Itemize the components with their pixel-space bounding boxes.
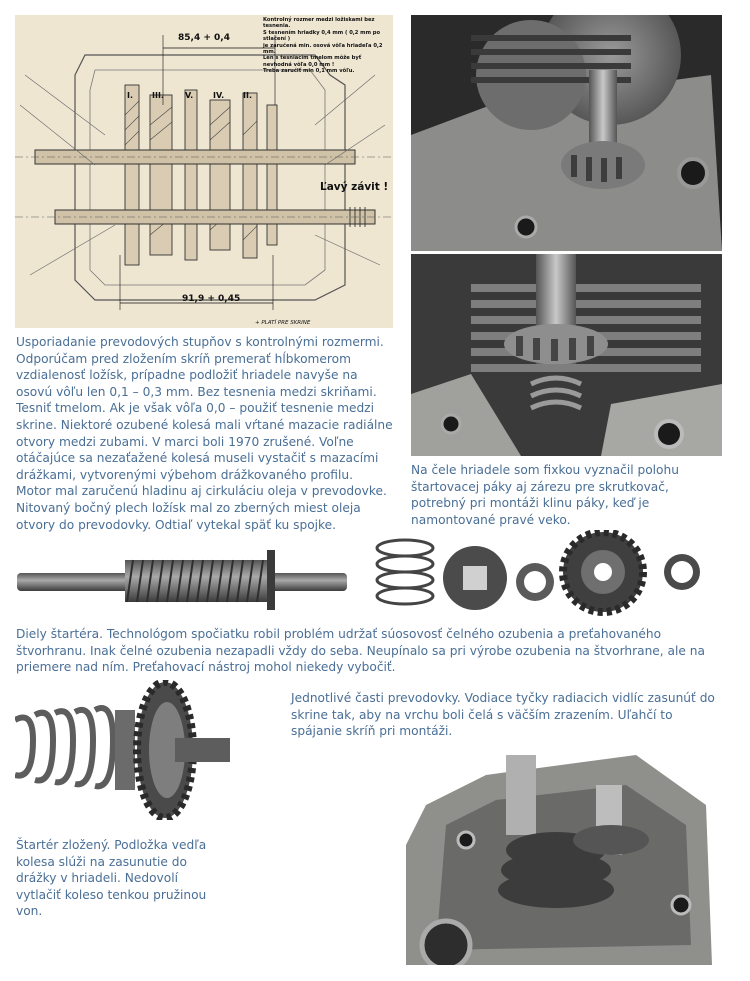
control-note-line: S tesnením hriadky 0,4 mm ( 0,2 mm po stlačení )	[263, 29, 381, 43]
gear-label: I.	[127, 91, 134, 100]
left-thread-label: Ľavý závit !	[320, 181, 389, 193]
control-note-line: Len s tesniacim tmelom môže byť nevhodná vôľa 0,0 mm !	[263, 55, 362, 68]
main-caption	[16, 334, 394, 533]
shaft-mark-caption: Na čele hriadele som fixkou vyznačil polohu štartovacej páky aj zárezu pre skrutkovač, potrebný pri montáži klinu páky, keď je namontované pravé veko.	[411, 463, 679, 527]
stamp-note: + PLATÍ PRE SKRINE	[255, 320, 311, 326]
photo-gearbox-assembly	[406, 745, 712, 965]
dimension-bottom: 91,9 + 0,45	[182, 294, 241, 304]
dimension-top: 85,4 + 0,4	[178, 33, 230, 43]
photo-shaft-mark	[411, 254, 722, 456]
control-note-line: je zaručená min. osová vôľa hriadeľa 0,2 mm.	[263, 42, 383, 56]
gear-label: IV.	[213, 91, 225, 100]
control-note-line: Kontrolný rozmer medzi ložiskami bez tesnenia.	[263, 17, 375, 30]
starter-parts-caption: Diely štartéra. Technológom spočiatku robil problém udržať súosovosť čelného ozubenia a preťahovaného štvorhranu. Inak čelné ozubenia nezapadli vždy do seba. Neupínalo sa pri výrobe ozubenia na štvorhrane, ale na priemere nad ním. Preťahovací nástroj mohol niekedy vybočiť.	[16, 627, 705, 675]
gear-label: III.	[152, 91, 164, 100]
photo-gearbox-top	[411, 15, 722, 251]
gear-label: V.	[185, 91, 194, 100]
photo-starter-assembled	[15, 680, 230, 820]
starter-assembled-caption: Štartér zložený. Podložka vedľa kolesa slúži na zasunutie do drážky v hriadeli. Nedovolí vytlačiť koleso tenkou pružinou von.	[16, 838, 207, 919]
gear-label: II.	[243, 91, 252, 100]
gearbox-technical-drawing	[15, 15, 393, 328]
main-caption-paragraph: Usporiadanie prevodových stupňov s kontrolnými rozmermi. Odporúčam pred zložením skríň premerať hĺbkomerom vzdialenosť ložísk, prípadne podložiť hriadele navyše na osovú vôľu len 0,1 – 0,3 mm. Bez tesnenia medzi skriňami. Tesniť tmelom. Ak je však vôľa 0,0 – použiť tesnenie medzi skrine. Niektoré ozubené kolesá mali vŕtané mazacie radiálne otvory medzi zubami. V marci boli 1970 zrušené. Voľne otáčajúce sa nezaťažené kolesá museli vystačiť s mazacími drážkami, vytvorenými výbehom drážkovaného profilu.	[16, 335, 393, 482]
gearbox-parts-caption: Jednotlivé časti prevodovky. Vodiace tyčky radiacich vidlíc zasunúť do skrine tak, aby na vrchu boli čelá s väčším zrazením. Uľahčí to spájanie skríň pri montáži.	[291, 691, 715, 739]
photo-starter-parts	[15, 530, 725, 620]
control-note-line: Treba zaručiť min 0,1 mm vôľu.	[263, 68, 355, 75]
control-note	[263, 17, 391, 75]
main-caption-paragraph-2: Motor mal zaručenú hladinu aj cirkuláciu oleja v prevodovke. Nitovaný bočný plech ložísk mal zo zberných miest oleja otvory do prevodovky. Odtiaľ vytekal späť ku spojke.	[16, 484, 387, 532]
